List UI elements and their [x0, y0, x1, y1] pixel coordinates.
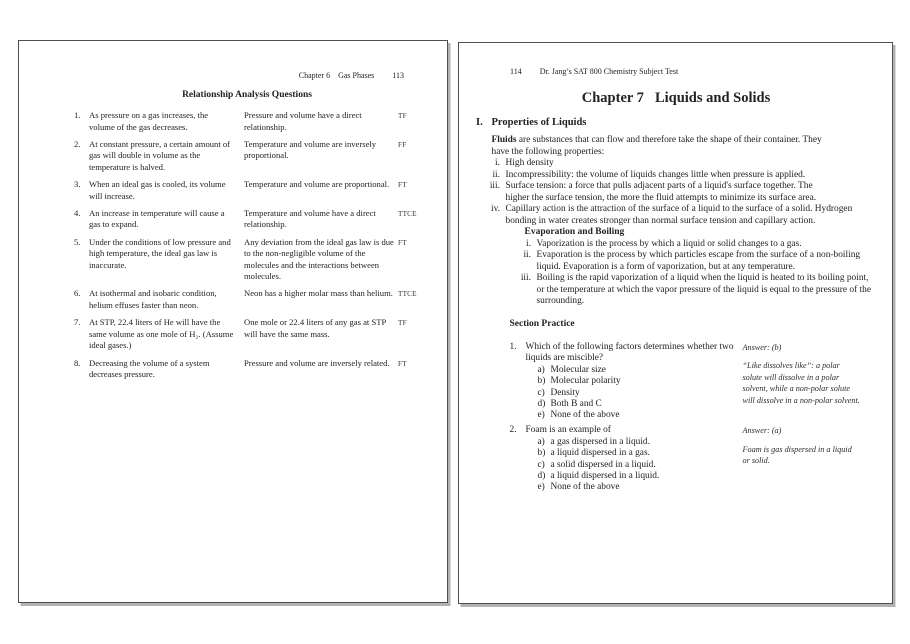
section-heading-text: Properties of Liquids [491, 117, 587, 128]
question-option [526, 471, 752, 482]
statement-1: Under the conditions of low pressure and high temperature, the ideal gas law is inaccurate. [89, 236, 231, 270]
answer-label: Answer: (b) [742, 343, 782, 352]
statement-2: Temperature and volume are proportional. [244, 179, 390, 190]
option-letter: e) [537, 482, 545, 493]
question-option [526, 448, 752, 459]
option-letter: d) [537, 399, 546, 410]
list-item [476, 204, 876, 227]
option-letter: b) [537, 376, 546, 387]
intro-text: are substances that can flow and therefore take the shape of their container. They have the following properties: [491, 135, 822, 157]
list-item [476, 239, 876, 251]
page-right [458, 42, 893, 604]
option-text: None of the above [550, 410, 620, 421]
answer-code: TTCE [398, 209, 417, 218]
intro-paragraph [492, 135, 842, 158]
question-option [526, 399, 752, 410]
question-option [526, 365, 752, 376]
evaporation-list [476, 239, 876, 308]
table-row [74, 139, 420, 174]
statement-2: Pressure and volume are inversely related. [244, 357, 390, 368]
option-text: Molecular polarity [550, 376, 621, 387]
option-letter: e) [537, 410, 545, 421]
option-text: None of the above [550, 482, 620, 493]
statement-1: Decreasing the volume of a system decreases pressure. [89, 357, 210, 380]
question-number: 2. [509, 425, 517, 436]
question-body [526, 342, 752, 422]
option-text: Molecular size [550, 364, 606, 375]
table-row [74, 237, 420, 283]
left-page-header [74, 71, 420, 81]
option-letter: c) [537, 459, 545, 470]
list-item-numeral: iii. [489, 181, 500, 191]
row-number: 5. [74, 236, 81, 247]
question-option [526, 482, 752, 493]
option-letter: b) [537, 448, 546, 459]
statement-2: Any deviation from the ideal gas law is due to the non-negligible volume of the molecules and the interactions between molecules. [244, 236, 394, 282]
list-item [476, 170, 876, 182]
list-item-text: Evaporation is the process by which particles escape from the surface of a non-boiling liquid. Evaporation is a form of vaporization, but at any temperature. [536, 250, 861, 272]
option-letter: a) [537, 364, 545, 375]
list-item-text: Boiling is the rapid vaporization of a liquid when the liquid is heated to its boiling point, or the temperature at which the vapor pressure of the liquid is equal to the pressure of the surrounding. [536, 273, 872, 306]
table-row [74, 208, 420, 231]
list-item-text: High density [505, 158, 554, 168]
statement-2: One mole or 22.4 liters of any gas at STP will have the same mass. [244, 317, 386, 339]
list-item-text: Vaporization is the process by which a liquid or solid changes to a gas. [536, 238, 802, 249]
statement-1: At constant pressure, a certain amount of gas will double in volume as the temperature is halved. [89, 138, 231, 172]
practice-heading: Section Practice [509, 319, 575, 329]
list-item-text: Incompressibility: the volume of liquids changes little when pressure is applied. [505, 169, 806, 180]
chapter-title [476, 90, 876, 106]
answer-margin-column [743, 342, 861, 406]
left-header-page-number: 113 [392, 71, 404, 80]
answer-code: FT [398, 238, 407, 247]
list-item [476, 181, 876, 204]
option-letter: c) [537, 387, 545, 398]
list-item [476, 158, 876, 170]
question-option [526, 460, 752, 471]
row-number: 8. [74, 357, 81, 368]
row-number: 3. [74, 179, 81, 190]
practice-question [510, 342, 877, 422]
section-heading [476, 117, 876, 129]
statement-1: As pressure on a gas increases, the volume of the gas decreases. [89, 110, 209, 132]
list-item-numeral: i. [526, 238, 531, 249]
question-option [526, 388, 752, 399]
option-text: Density [550, 387, 580, 398]
answer-code: TTCE [398, 290, 417, 299]
answer-margin-column [743, 425, 861, 466]
table-row [74, 179, 420, 202]
statement-2: Temperature and volume have a direct relationship. [244, 207, 376, 230]
statement-1: When an ideal gas is cooled, its volume will increase. [89, 179, 226, 201]
answer-code: FF [398, 140, 407, 149]
section-heading-numeral: I. [476, 117, 483, 128]
question-body [526, 425, 752, 493]
option-text: Both B and C [550, 399, 602, 410]
list-item-numeral: ii. [492, 169, 500, 180]
row-number: 1. [74, 110, 81, 120]
statement-2: Temperature and volume are inversely proportional. [244, 138, 377, 161]
left-header-chapter: Chapter 6 [298, 71, 331, 80]
question-option [526, 376, 752, 387]
table-row [74, 358, 420, 381]
answer-label: Answer: (a) [742, 426, 782, 436]
question-option [526, 410, 752, 421]
answer-code: FT [398, 181, 407, 190]
answer-note: Foam is gas dispersed in a liquid or solid. [742, 444, 852, 466]
list-item-numeral: iv. [490, 204, 500, 214]
row-number: 6. [74, 288, 81, 299]
page-left [18, 40, 448, 603]
option-text: a liquid dispersed in a liquid. [550, 471, 660, 482]
question-text: Which of the following factors determines whether two liquids are miscible? [525, 342, 734, 364]
list-item-text: Surface tension: a force that pulls adjacent parts of a liquid's surface together. The higher the surface tension, the more the fluid attempts to minimize its surface area. [505, 181, 817, 203]
table-row [74, 110, 420, 133]
option-text: a liquid dispersed in a gas. [550, 448, 650, 459]
statement-1: An increase in temperature will cause a gas to expand. [89, 207, 225, 230]
question-text: Foam is an example of [525, 425, 611, 436]
list-item-numeral: ii. [523, 250, 531, 260]
statement-2: Neon has a higher molar mass than helium. [244, 288, 393, 299]
right-page-header [476, 67, 876, 77]
intro-lead-word: Fluids [491, 135, 517, 145]
practice-question [510, 425, 877, 493]
statement-1: At isothermal and isobaric condition, helium effuses faster than neon. [89, 288, 217, 310]
answer-code: TF [398, 319, 407, 328]
answer-note: “Like dissolves like”: a polar solute will dissolve in a polar solvent, while a non-polar solute will dissolve in a non-polar solvent. [742, 361, 860, 405]
left-page-title: Relationship Analysis Questions [182, 90, 312, 100]
question-number: 1. [509, 342, 517, 352]
table-row [74, 288, 420, 311]
list-item [476, 273, 876, 308]
statement-1: At STP, 22.4 liters of He will have the same volume as one mole of H₂. (Assume ideal gases.) [89, 317, 234, 351]
statement-2: Pressure and volume have a direct relationship. [244, 110, 362, 132]
row-number: 7. [74, 317, 81, 328]
option-text: a gas dispersed in a liquid. [550, 436, 650, 447]
list-item [476, 250, 876, 273]
right-header-book-title: Dr. Jang’s SAT 800 Chemistry Subject Test [539, 67, 679, 76]
subsection-heading: Evaporation and Boiling [524, 227, 625, 237]
option-text: a solid dispersed in a liquid. [550, 459, 656, 470]
answer-code: FT [398, 359, 407, 368]
option-letter: d) [537, 471, 546, 482]
row-number: 4. [74, 207, 81, 218]
list-item-text: Capillary action is the attraction of the surface of a liquid to the surface of a solid. Hydrogen bonding in water creates stronger than normal surface tension and capillary action. [505, 204, 853, 226]
answer-code: TF [398, 112, 407, 120]
question-option [526, 437, 752, 448]
list-item-numeral: i. [495, 158, 500, 168]
row-number: 2. [74, 138, 81, 149]
chapter-title-number: Chapter 7 [581, 90, 644, 106]
list-item-numeral: iii. [520, 273, 531, 283]
chapter-title-name: Liquids and Solids [654, 90, 771, 106]
left-header-section: Gas Phases [338, 71, 375, 80]
option-letter: a) [537, 436, 545, 447]
properties-list [476, 158, 876, 227]
table-row [74, 317, 420, 352]
right-header-page-number: 114 [510, 67, 522, 76]
relationship-questions-list [74, 110, 420, 381]
